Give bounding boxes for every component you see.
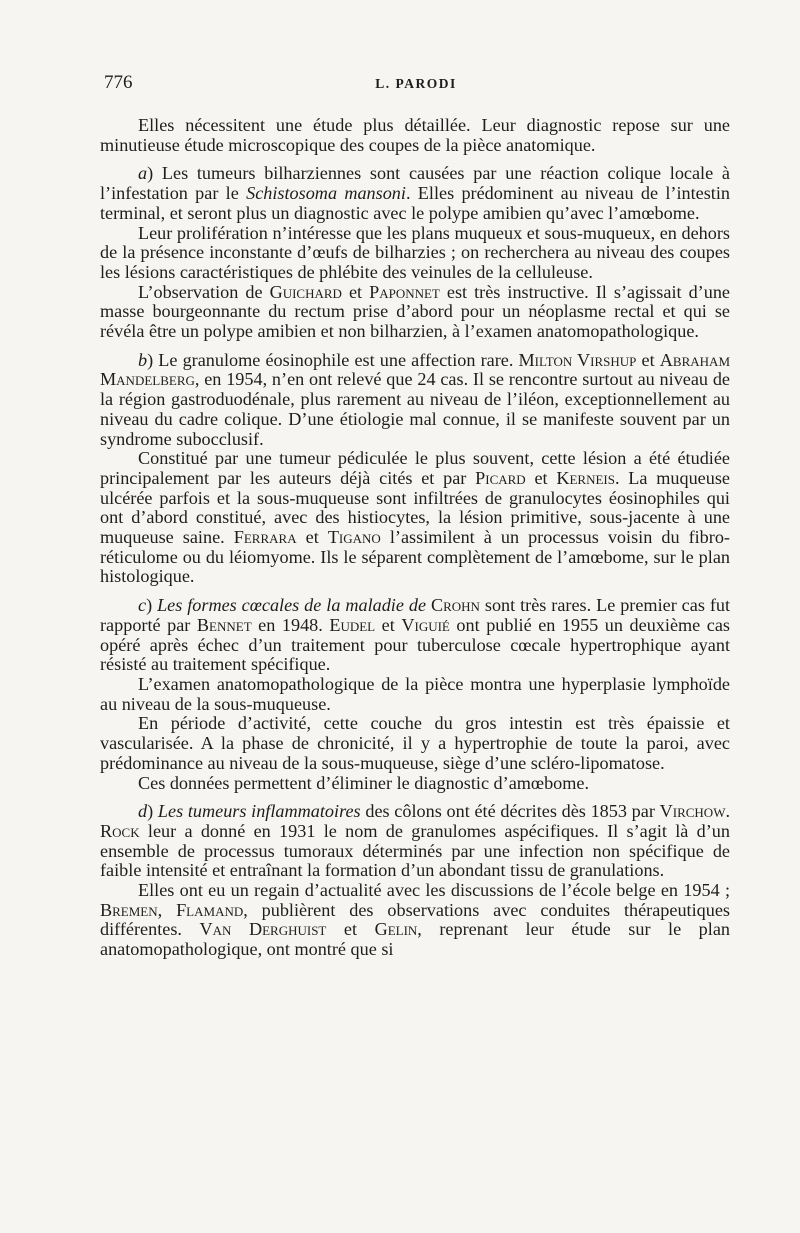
running-head: L. PARODI [375, 76, 457, 91]
text-run: ) Les tumeurs bilharziennes sont causées par une réaction colique locale à l’infestation par le [100, 163, 730, 204]
page-number: 776 [104, 72, 133, 93]
paragraph-p5 [100, 351, 730, 450]
paragraph-p11 [100, 802, 730, 881]
text-run: Elles nécessitent une étude plus détaillée. Leur diagnostic repose sur une minutieuse étude microscopique des coupes de la pièce anatomique. [100, 115, 730, 155]
text-run: ont publié en 1955 un deuxième cas opéré après échec d’un traitement pour tuberculose cœcale hypertrophique ayant résisté au traitement spécifique. [100, 614, 730, 675]
author-name: Van Derghuist [199, 919, 327, 940]
text-run: et [525, 467, 557, 488]
author-name: Kerneis [556, 467, 615, 488]
italic-text: Les formes cœcales de la maladie de [157, 595, 427, 616]
paragraph-p7 [100, 596, 730, 675]
text-run: est très instructive. Il s’agissait d’une masse bourgeonnante du rectum prise d’abord pour un néoplasme rectal et qui se révéla être un polype amibien et non bilharzien, à l’examen anatomopathologique. [100, 281, 730, 342]
text-run: , [157, 899, 177, 920]
author-name: Abraham Mandelberg [100, 349, 730, 390]
text-run: et [326, 919, 375, 940]
text-run: , publièrent des observations avec conduites thérapeutiques différentes. [100, 899, 730, 940]
paragraph-p12 [100, 881, 730, 960]
text-run: en 1948. [251, 614, 330, 635]
author-name: Tigano [327, 527, 381, 548]
paragraph-p3 [100, 224, 730, 283]
author-name: Virchow [659, 801, 726, 822]
text-run: Elles ont eu un regain d’actualité avec les discussions de l’école belge en 1954 ; [138, 880, 730, 901]
text-run: et [296, 527, 328, 548]
paragraph-p10 [100, 774, 730, 794]
page-header [104, 72, 728, 98]
author-name: Guichard [269, 281, 342, 302]
text-run: , reprenant leur étude sur le plan anatomopathologique, ont montré que si [100, 919, 730, 960]
author-name: Flamand [176, 899, 244, 920]
italic-text: Schistosoma mansoni [246, 183, 406, 204]
italic-text: c [138, 595, 147, 616]
text-run: ) [147, 801, 158, 822]
paragraph-p1 [100, 116, 730, 155]
text-run: , en 1954, n’en ont relevé que 24 cas. Il se rencontre surtout au niveau de la région gastroduodénale, plus rarement au niveau de l’iléon, exceptionnellement au niveau du cadre colique. D’une étiologie mal connue, il se manifeste souvent par un syndrome subocclusif. [100, 369, 730, 449]
text-run: . [725, 801, 731, 822]
text-run: des côlons ont été décrites dès 1853 par [360, 801, 660, 822]
text-run: et [341, 281, 370, 302]
author-name: Picard [475, 467, 526, 488]
author-name: Eudel [329, 614, 376, 635]
text-run: Leur prolifération n’intéresse que les plans muqueux et sous-muqueux, en dehors de la présence inconstante d’œufs de bilharzies ; on recherchera au niveau des coupes les lésions caractéristiques de phlébite des veinules de la celluleuse. [100, 222, 730, 282]
paragraph-p4 [100, 283, 730, 342]
author-name: Paponnet [369, 281, 440, 302]
author-name: Ferrara [233, 527, 297, 548]
author-name: Rock [100, 820, 140, 841]
text-run: En période d’activité, cette couche du gros intestin est très épaissie et vascularisée. A la phase de chronicité, il y a hypertrophie de toute la paroi, avec prédominance au niveau de la sous-muqueuse, siège d’une scléro-lipomatose. [100, 713, 730, 773]
italic-text: Les tumeurs inflammatoires [157, 801, 361, 822]
text-run: Ces données permettent d’éliminer le diagnostic d’amœbome. [138, 772, 590, 793]
paragraph-p6 [100, 449, 730, 587]
text-run: et [636, 349, 660, 370]
author-name: Crohn [430, 595, 480, 616]
text-run: L’observation de [138, 281, 270, 302]
text-run: l’assimilent à un processus voisin du fibro-réticulome ou du léiomyome. Ils le séparent complètement de l’amœbome, sur le plan histologique. [100, 527, 730, 587]
paragraph-p2 [100, 164, 730, 223]
author-name: Bremen [100, 899, 158, 920]
author-name: Gelin [374, 919, 418, 940]
italic-text: a [138, 163, 148, 184]
text-run: Constitué par une tumeur pédiculée le plus souvent, cette lésion a été étudiée principalement par les auteurs déjà cités et par [100, 448, 730, 488]
text-run: . Elles prédominent au niveau de l’intestin terminal, et seront plus un diagnostic avec le polype amibien qu’avec l’amœbome. [100, 183, 731, 223]
author-name: Bennet [196, 614, 252, 635]
text-run: ) Le granulome éosinophile est une affection rare. [147, 349, 519, 370]
italic-text: d [138, 801, 148, 822]
italic-text: b [138, 349, 148, 370]
paragraph-p8 [100, 675, 730, 714]
text-run: et [375, 614, 402, 635]
text-run: L’examen anatomopathologique de la pièce montra une hyperplasie lymphoïde au niveau de la sous-muqueuse. [100, 673, 730, 714]
text-run: leur a donné en 1931 le nom de granulomes aspécifiques. Il s’agit là d’un ensemble de processus tumoraux déterminés par une infection non spécifique de faible intensité et entraînant la formation d’un abondant tissu de granulations. [100, 820, 730, 881]
body-text [100, 116, 730, 960]
paragraph-p9 [100, 714, 730, 773]
author-name: Viguié [401, 614, 450, 635]
text-run: ) [146, 595, 158, 616]
text-run: . La muqueuse ulcérée parfois et la sous-muqueuse sont infiltrées de granulocytes éosinophiles qui ont d’abord constitué, avec des histiocytes, la lésion primitive, sous-jacente à une muqueuse saine. [100, 467, 730, 548]
author-name: Milton Virshup [518, 349, 637, 370]
text-run: sont très rares. Le premier cas fut rapporté par [100, 595, 731, 635]
